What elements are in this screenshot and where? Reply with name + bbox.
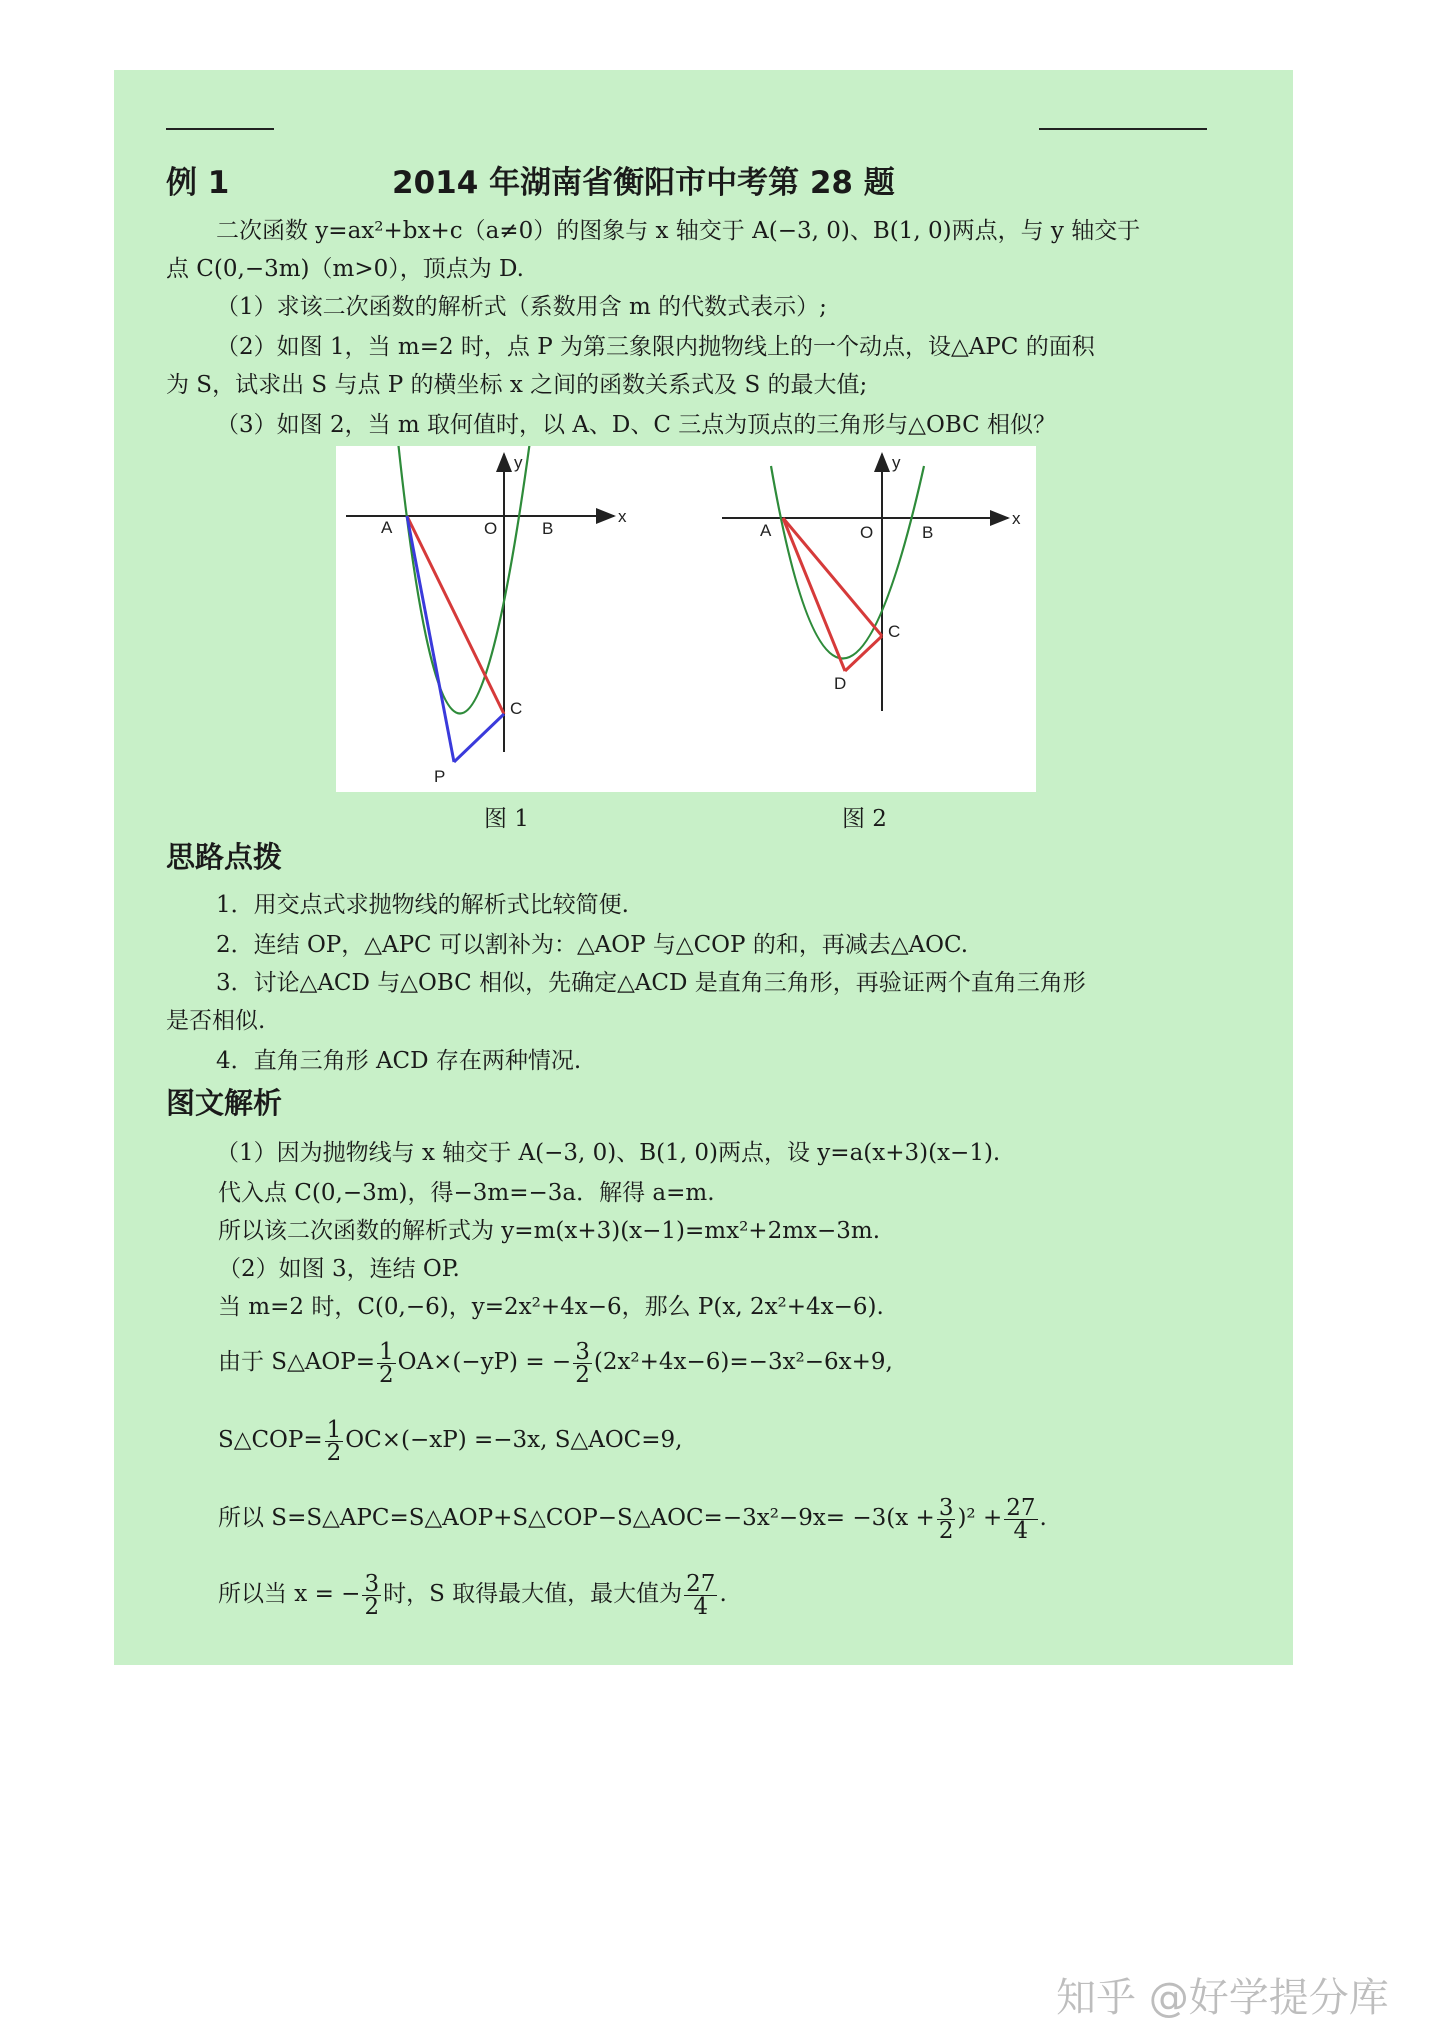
solution-line-2: 代入点 C(0,−3m)，得−3m=−3a．解得 a=m. (218, 1180, 715, 1206)
fig2-label-y: y (892, 453, 901, 472)
hint-3-line-1: 3．讨论△ACD 与△OBC 相似，先确定△ACD 是直角三角形，再验证两个直角三角形 (216, 970, 1086, 996)
fig2-label-x: x (1012, 509, 1021, 528)
question-2-line-1: （2）如图 1，当 m=2 时，点 P 为第三象限内抛物线上的一个动点，设△APC 的面积 (216, 334, 1095, 360)
hint-2: 2．连结 OP，△APC 可以割补为：△AOP 与△COP 的和，再减去△AOC. (216, 932, 969, 958)
fraction-27-quarters-2: $\frac{27}{4}$ (686, 1570, 716, 1620)
fig1-label-x: x (618, 507, 627, 526)
top-rule-right (1039, 128, 1207, 130)
fig1-segment-AP (407, 516, 454, 762)
figure-1-caption: 图 1 (484, 806, 529, 832)
hint-4: 4．直角三角形 ACD 存在两种情况. (216, 1048, 582, 1074)
watermark: 知乎 @好学提分库 (1056, 1975, 1389, 2021)
solution-line-3: 所以该二次函数的解析式为 y=m(x+3)(x−1)=mx²+2mx−3m. (218, 1218, 881, 1244)
solution-line-1: （1）因为抛物线与 x 轴交于 A(−3, 0)、B(1, 0)两点，设 y=a(x+3)(x−1). (216, 1140, 1001, 1166)
fig2-label-C: C (888, 622, 901, 641)
fig1-label-P: P (434, 767, 446, 786)
equation-S-COP: S△COP= $\frac{1}{2}$ OC×(−xP) =−3x, S△AOC=9, (218, 1416, 683, 1466)
question-3: （3）如图 2，当 m 取何值时，以 A、D、C 三点为顶点的三角形与△OBC 相似？ (216, 412, 1057, 438)
solution-line-4: （2）如图 3，连结 OP. (218, 1256, 460, 1282)
figure-1-diagram (346, 446, 627, 786)
fig1-label-C: C (510, 699, 523, 718)
solution-heading: 图文解析 (166, 1086, 283, 1120)
hints-heading: 思路点拨 (166, 840, 283, 874)
fig1-label-B: B (542, 519, 554, 538)
fig2-label-A: A (760, 521, 772, 540)
page-title: 2014 年湖南省衡阳市中考第 28 题 (392, 165, 895, 201)
fig2-segment-AD (783, 518, 845, 671)
figures-svg (336, 446, 1036, 792)
equation-S-total: 所以 S=S△APC=S△AOP+S△COP−S△AOC=−3x²−9x= −3(x + $\frac{3}{2}$ )² + $\frac{27}{4}$ . (218, 1494, 1047, 1544)
question-2-line-2: 为 S，试求出 S 与点 P 的横坐标 x 之间的函数关系式及 S 的最大值; (166, 372, 868, 398)
top-rule-left (166, 128, 274, 130)
fig2-segment-DC (845, 636, 882, 671)
solution-line-5: 当 m=2 时，C(0,−6)，y=2x²+4x−6，那么 P(x, 2x²+4x−6). (218, 1294, 884, 1320)
fraction-three-halves: $\frac{3}{2}$ (575, 1338, 590, 1388)
figures-panel (336, 446, 1036, 792)
fig2-label-D: D (834, 674, 847, 693)
fig1-label-y: y (514, 453, 523, 472)
problem-line-1: 二次函数 y=ax²+bx+c（a≠0）的图象与 x 轴交于 A(−3, 0)、B(1, 0)两点，与 y 轴交于 (216, 218, 1141, 244)
fraction-27-quarters: $\frac{27}{4}$ (1006, 1494, 1036, 1544)
figure-2-caption: 图 2 (842, 806, 887, 832)
fig2-label-B: B (922, 523, 934, 542)
fig1-label-O: O (484, 519, 498, 538)
hint-3-line-2: 是否相似. (166, 1008, 266, 1034)
example-label: 例 1 (166, 165, 230, 201)
equation-S-AOP: 由于 S△AOP= $\frac{1}{2}$ OA×(−yP) = − $\frac{3}{2}$ (2x²+4x−6)=−3x²−6x+9, (218, 1338, 893, 1388)
fig1-segment-PC (454, 714, 504, 762)
hint-1: 1．用交点式求抛物线的解析式比较简便. (216, 892, 629, 918)
fig1-label-A: A (381, 518, 393, 537)
equation-maximum: 所以当 x = − $\frac{3}{2}$ 时，S 取得最大值，最大值为 $\frac{27}{4}$ . (218, 1570, 727, 1620)
question-1: （1）求该二次函数的解析式（系数用含 m 的代数式表示）; (216, 294, 827, 320)
figure-2-diagram (722, 453, 1021, 711)
problem-line-2: 点 C(0,−3m)（m>0），顶点为 D. (166, 256, 524, 282)
fig2-label-O: O (860, 523, 874, 542)
fraction-three-halves-3: $\frac{3}{2}$ (364, 1570, 380, 1620)
fraction-one-half: $\frac{1}{2}$ (378, 1338, 394, 1388)
fig2-parabola (771, 466, 924, 659)
fraction-one-half-2: $\frac{1}{2}$ (326, 1416, 342, 1466)
fraction-three-halves-2: $\frac{3}{2}$ (938, 1494, 954, 1544)
